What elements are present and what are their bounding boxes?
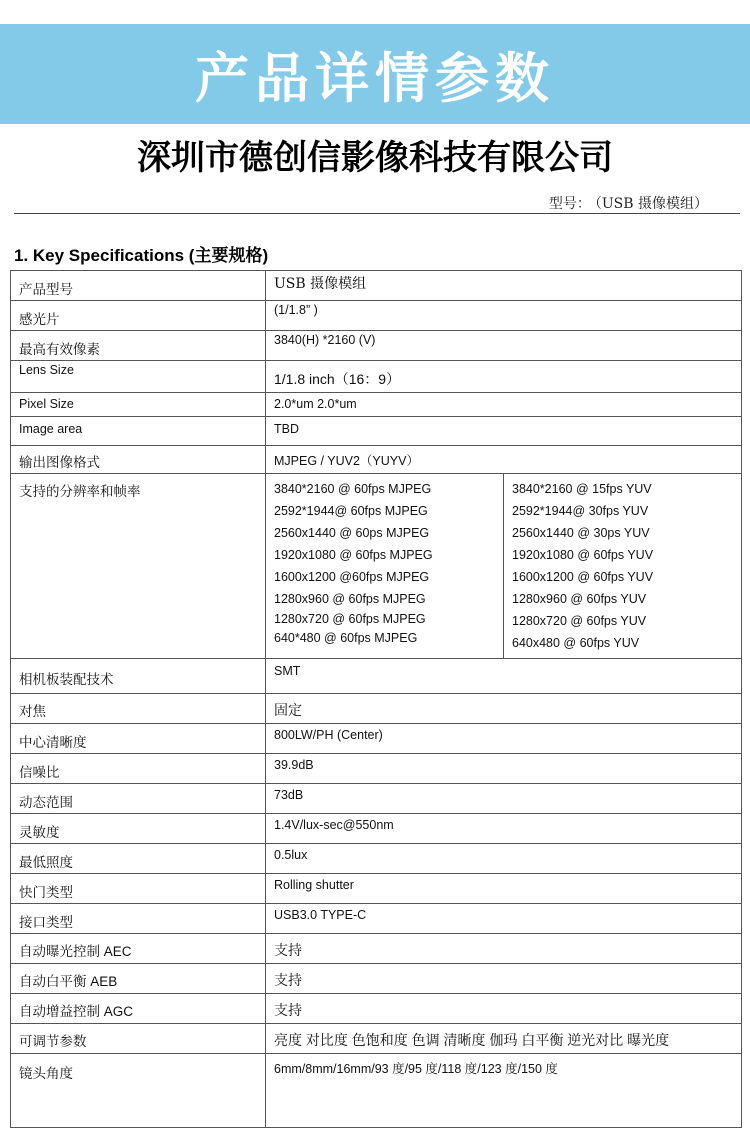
resolution-cell [266,474,742,659]
spec-table [10,270,742,1128]
table-row [11,1054,742,1128]
table-row [11,874,742,904]
table-row [11,694,742,724]
table-row [11,659,742,694]
table-row [11,724,742,754]
spec-value: MJPEG / YUV2（YUYV） [266,446,742,474]
spec-value: 39.9dB [266,754,742,784]
spec-label: 对焦 [11,694,266,724]
spec-label: 自动白平衡 AEB [11,964,266,994]
spec-label: 最高有效像素 [11,331,266,361]
spec-value: 固定 [266,694,742,724]
table-row [11,446,742,474]
table-row [11,301,742,331]
table-row-resolutions [11,474,742,659]
spec-value: 73dB [266,784,742,814]
spec-label: 可调节参数 [11,1024,266,1054]
table-row [11,814,742,844]
yuv-item: 2560x1440 @ 30ps YUV [512,526,650,540]
banner-title: 产品详情参数 [195,48,555,109]
spec-value: 0.5lux [266,844,742,874]
spec-value: USB 摄像模组 [266,271,742,301]
mjpeg-item: 1920x1080 @ 60fps MJPEG [274,548,433,562]
title-banner [0,24,750,124]
spec-label: 支持的分辨率和帧率 [11,474,266,659]
spec-value: 支持 [266,934,742,964]
table-row [11,784,742,814]
model-line [545,193,708,213]
mjpeg-item: 1600x1200 @60fps MJPEG [274,570,430,584]
spec-label: 动态范围 [11,784,266,814]
spec-value: 1/1.8 inch（16：9） [266,361,742,393]
spec-value: 1.4V/lux-sec@550nm [266,814,742,844]
mjpeg-item: 2560x1440 @ 60ps MJPEG [274,526,430,540]
model-value: （USB 摄像模组） [594,196,708,212]
table-row [11,271,742,301]
spec-label: 信噪比 [11,754,266,784]
spec-label: 相机板装配技术 [11,659,266,694]
table-row [11,331,742,361]
spec-label: 自动增益控制 AGC [11,994,266,1024]
spec-label: 最低照度 [11,844,266,874]
spec-value: (1/1.8” ) [266,301,742,331]
yuv-item: 2592*1944@ 30fps YUV [512,504,649,518]
spec-value: 6mm/8mm/16mm/93 度/95 度/118 度/123 度/150 度 [266,1054,742,1128]
spec-label: 自动曝光控制 AEC [11,934,266,964]
spec-value: 3840(H) *2160 (V) [266,331,742,361]
table-row [11,361,742,393]
mjpeg-item: 2592*1944@ 60fps MJPEG [274,504,428,518]
mjpeg-item: 3840*2160 @ 60fps MJPEG [274,482,432,496]
yuv-list [503,474,741,658]
spec-value: TBD [266,417,742,446]
table-row [11,417,742,446]
resolution-columns [266,474,741,658]
table-row [11,844,742,874]
spec-value: SMT [266,659,742,694]
table-row [11,393,742,417]
table-row [11,964,742,994]
table-row [11,934,742,964]
spec-label: 产品型号 [11,271,266,301]
mjpeg-item: 1280x720 @ 60fps MJPEG [274,612,426,626]
spec-value: USB3.0 TYPE-C [266,904,742,934]
table-row [11,1024,742,1054]
spec-value: Rolling shutter [266,874,742,904]
mjpeg-list [266,474,503,658]
spec-label: 灵敏度 [11,814,266,844]
spec-value: 支持 [266,994,742,1024]
table-row [11,754,742,784]
yuv-item: 1920x1080 @ 60fps YUV [512,548,654,562]
table-row [11,904,742,934]
spec-value: 支持 [266,964,742,994]
divider [14,213,740,214]
spec-label: 输出图像格式 [11,446,266,474]
spec-label: 快门类型 [11,874,266,904]
yuv-item: 1280x960 @ 60fps YUV [512,592,647,606]
spec-label: 接口类型 [11,904,266,934]
spec-label: Lens Size [11,361,266,393]
spec-value: 800LW/PH (Center) [266,724,742,754]
mjpeg-item: 640*480 @ 60fps MJPEG [274,631,418,645]
spec-label: 感光片 [11,301,266,331]
yuv-item: 3840*2160 @ 15fps YUV [512,482,652,496]
spec-value: 亮度 对比度 色饱和度 色调 清晰度 伽玛 白平衡 逆光对比 曝光度 [266,1024,742,1054]
yuv-item: 1600x1200 @ 60fps YUV [512,570,654,584]
spec-value: 2.0*um 2.0*um [266,393,742,417]
company-name: 深圳市德创信影像科技有限公司 [137,139,613,177]
yuv-item: 640x480 @ 60fps YUV [512,636,640,650]
model-label: 型号： [548,196,591,212]
spec-label: Pixel Size [11,393,266,417]
spec-label: Image area [11,417,266,446]
mjpeg-item: 1280x960 @ 60fps MJPEG [274,592,426,606]
spec-label: 镜头角度 [11,1054,266,1128]
spec-label: 中心清晰度 [11,724,266,754]
section-heading: 1. Key Specifications (主要规格) [14,246,269,265]
yuv-item: 1280x720 @ 60fps YUV [512,614,647,628]
table-row [11,994,742,1024]
